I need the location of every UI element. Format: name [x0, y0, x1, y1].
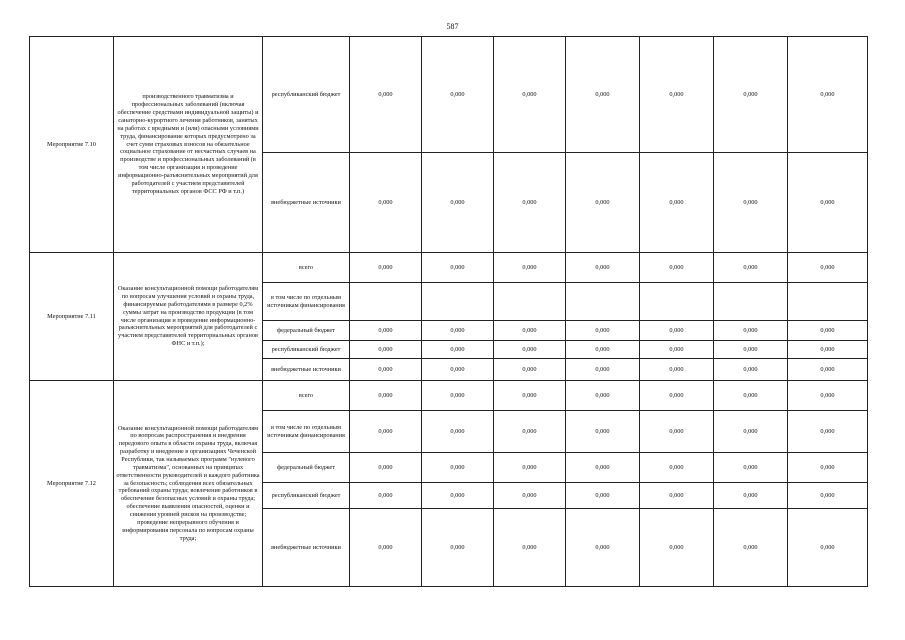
value-cell: 0,000: [350, 341, 422, 359]
value-cell: 0,000: [640, 253, 714, 283]
value-cell: 0,000: [714, 359, 788, 381]
value-cell: 0,000: [788, 453, 868, 483]
value-cell: 0,000: [494, 253, 566, 283]
value-cell: 0,000: [494, 321, 566, 341]
value-cell: 0,000: [350, 153, 422, 253]
funding-source: республиканский бюджет: [263, 37, 350, 153]
value-cell: 0,000: [714, 37, 788, 153]
value-cell: 0,000: [714, 411, 788, 453]
funding-source: в том числе по отдельным источникам финансирования: [263, 411, 350, 453]
value-cell: 0,000: [350, 483, 422, 509]
value-cell: 0,000: [494, 483, 566, 509]
measure-name: Мероприятие 7.11: [30, 253, 114, 381]
value-cell: 0,000: [422, 341, 494, 359]
value-cell: 0,000: [566, 359, 640, 381]
value-cell: 0,000: [566, 411, 640, 453]
value-cell: 0,000: [640, 359, 714, 381]
empty-cell: [494, 283, 566, 321]
value-cell: 0,000: [494, 509, 566, 587]
value-cell: 0,000: [422, 453, 494, 483]
empty-cell: [714, 283, 788, 321]
value-cell: 0,000: [350, 453, 422, 483]
value-cell: 0,000: [788, 153, 868, 253]
value-cell: 0,000: [640, 453, 714, 483]
funding-source: внебюджетные источники: [263, 509, 350, 587]
empty-cell: [788, 283, 868, 321]
value-cell: 0,000: [494, 411, 566, 453]
value-cell: 0,000: [714, 483, 788, 509]
measure-description: Оказание консультационной помощи работодателям по вопросам распространения и внедрения передового опыта в области охраны труда, включая разработку и внедрение в организациях Чеченской Республики, так называемых программ "нулевого травматизма", основанных на принципах ответственности руководителей и каждого работника за безопасность; соблюдения всех обязательных требований охраны труда; вовлечение работников в обеспечение безопасных условий и охраны труда; обеспечение выявления опасностей, оценки и снижения уровней рисков на производстве; проведение непрерывного обучения и информирования персонала по вопросам охраны труда;: [114, 381, 263, 587]
funding-source: всего: [263, 381, 350, 411]
value-cell: 0,000: [422, 253, 494, 283]
funding-source: федеральный бюджет: [263, 453, 350, 483]
page-number: 587: [446, 22, 459, 31]
table-row: [30, 253, 868, 283]
value-cell: 0,000: [494, 341, 566, 359]
value-cell: 0,000: [494, 37, 566, 153]
value-cell: 0,000: [640, 411, 714, 453]
value-cell: 0,000: [566, 509, 640, 587]
empty-cell: [350, 283, 422, 321]
measure-description: производственного травматизма и профессиональных заболеваний (включая обеспечение средствами индивидуальной защиты) и санаторно-курортного лечения работников, занятых на работах с вредными и (или) опасными условиями труда, финансирование которых предусмотрено за счет сумм страховых взносов на обязательное социальное страхование от несчастных случаев на производстве и профессиональных заболеваний (в том числе организация и проведение информационно-разъяснительных мероприятий для работодателей с участием представителей территориальных органов ФСС РФ и т.п.): [114, 37, 263, 253]
value-cell: 0,000: [422, 359, 494, 381]
value-cell: 0,000: [788, 341, 868, 359]
value-cell: 0,000: [788, 37, 868, 153]
value-cell: 0,000: [566, 483, 640, 509]
value-cell: 0,000: [566, 453, 640, 483]
value-cell: 0,000: [494, 381, 566, 411]
funding-source: внебюджетные источники: [263, 359, 350, 381]
funding-source: внебюджетные источники: [263, 153, 350, 253]
value-cell: 0,000: [640, 321, 714, 341]
value-cell: 0,000: [640, 509, 714, 587]
value-cell: 0,000: [422, 509, 494, 587]
value-cell: 0,000: [422, 411, 494, 453]
table-row: [30, 381, 868, 411]
table-row: [30, 37, 868, 153]
value-cell: 0,000: [350, 381, 422, 411]
measure-name: Мероприятие 7.10: [30, 37, 114, 253]
value-cell: 0,000: [422, 37, 494, 153]
value-cell: 0,000: [350, 509, 422, 587]
empty-cell: [422, 283, 494, 321]
value-cell: 0,000: [714, 253, 788, 283]
measure-name: Мероприятие 7.12: [30, 381, 114, 587]
empty-cell: [566, 283, 640, 321]
value-cell: 0,000: [788, 321, 868, 341]
value-cell: 0,000: [788, 253, 868, 283]
value-cell: 0,000: [566, 153, 640, 253]
value-cell: 0,000: [788, 509, 868, 587]
funding-source: республиканский бюджет: [263, 341, 350, 359]
value-cell: 0,000: [714, 321, 788, 341]
value-cell: 0,000: [714, 381, 788, 411]
value-cell: 0,000: [714, 453, 788, 483]
funding-source: федеральный бюджет: [263, 321, 350, 341]
value-cell: 0,000: [422, 153, 494, 253]
value-cell: 0,000: [566, 341, 640, 359]
value-cell: 0,000: [494, 153, 566, 253]
funding-source: всего: [263, 253, 350, 283]
value-cell: 0,000: [350, 37, 422, 153]
value-cell: 0,000: [494, 359, 566, 381]
value-cell: 0,000: [566, 253, 640, 283]
funding-source: республиканский бюджет: [263, 483, 350, 509]
empty-cell: [640, 283, 714, 321]
value-cell: 0,000: [788, 381, 868, 411]
funding-source: в том числе по отдельным источникам финансирования: [263, 283, 350, 321]
value-cell: 0,000: [350, 411, 422, 453]
value-cell: 0,000: [640, 37, 714, 153]
value-cell: 0,000: [566, 37, 640, 153]
value-cell: 0,000: [422, 321, 494, 341]
value-cell: 0,000: [714, 509, 788, 587]
measure-description: Оказание консультационной помощи работодателям по вопросам улучшения условий и охраны труда, финансируемые работодателями в размере 0,2% суммы затрат на производство продукции (в том числе организация и проведение информационно-разъяснительных мероприятий для работодателей с участием представителей территориальных органов ФНС и т.п.);: [114, 253, 263, 381]
value-cell: 0,000: [640, 341, 714, 359]
value-cell: 0,000: [422, 483, 494, 509]
value-cell: 0,000: [714, 341, 788, 359]
budget-table: [29, 36, 868, 587]
value-cell: 0,000: [640, 483, 714, 509]
value-cell: 0,000: [640, 153, 714, 253]
value-cell: 0,000: [350, 359, 422, 381]
value-cell: 0,000: [422, 381, 494, 411]
value-cell: 0,000: [788, 359, 868, 381]
value-cell: 0,000: [350, 253, 422, 283]
value-cell: 0,000: [566, 381, 640, 411]
value-cell: 0,000: [788, 411, 868, 453]
value-cell: 0,000: [640, 381, 714, 411]
value-cell: 0,000: [494, 453, 566, 483]
value-cell: 0,000: [350, 321, 422, 341]
value-cell: 0,000: [566, 321, 640, 341]
value-cell: 0,000: [714, 153, 788, 253]
value-cell: 0,000: [788, 483, 868, 509]
